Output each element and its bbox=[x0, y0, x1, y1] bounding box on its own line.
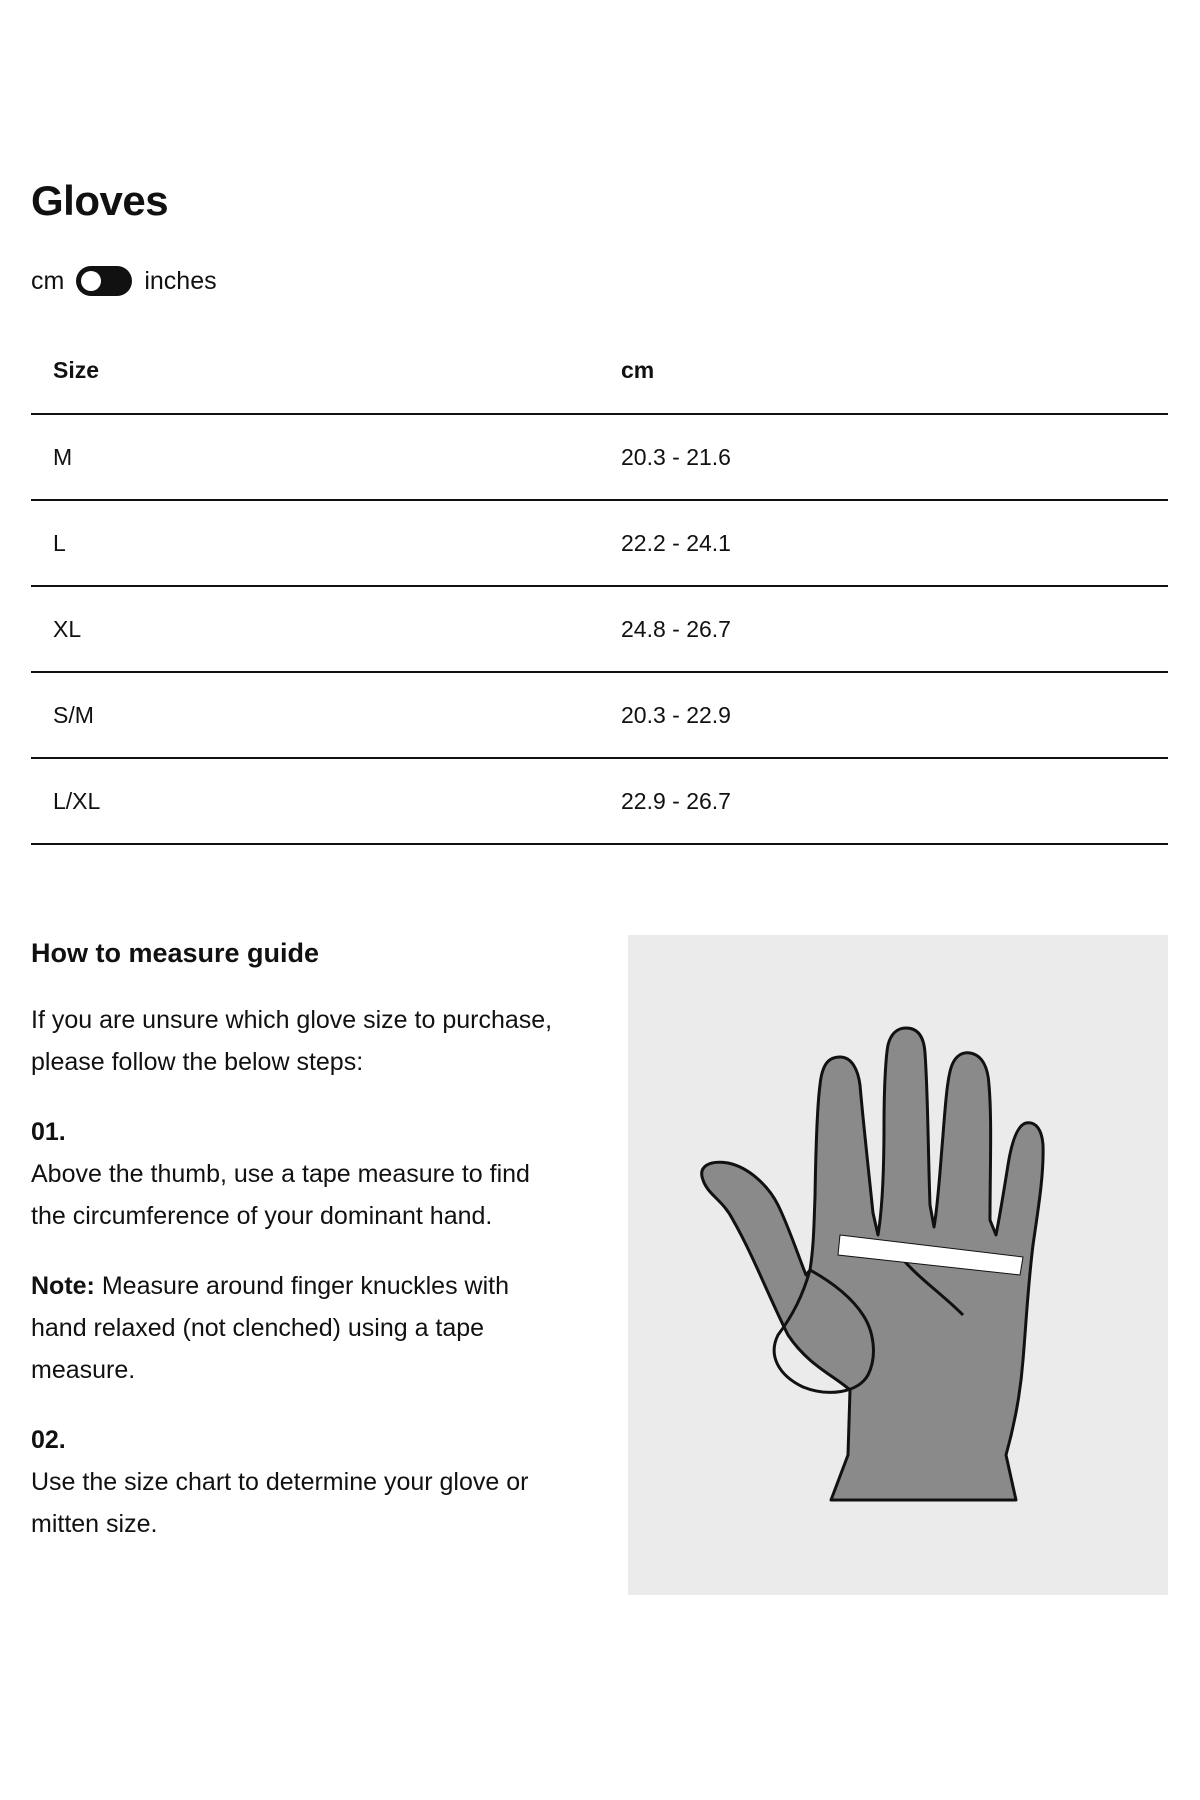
step-text: Above the thumb, use a tape measure to find the circumference of your dominant hand. bbox=[31, 1160, 530, 1230]
table-header-row bbox=[31, 328, 1168, 414]
hand-measure-icon bbox=[628, 935, 1168, 1595]
size-table bbox=[31, 328, 1168, 845]
column-header-size: Size bbox=[31, 328, 599, 414]
table-row bbox=[31, 414, 1168, 500]
guide-intro: If you are unsure which glove size to purchase, please follow the below steps: bbox=[31, 1006, 553, 1076]
size-cell: M bbox=[31, 414, 599, 500]
table-row bbox=[31, 500, 1168, 586]
unit-switch[interactable] bbox=[76, 266, 132, 296]
hand-illustration bbox=[628, 935, 1168, 1595]
column-header-cm: cm bbox=[599, 328, 1168, 414]
size-cell: L/XL bbox=[31, 758, 599, 844]
size-cell: L bbox=[31, 500, 599, 586]
guide-note bbox=[31, 1265, 571, 1391]
unit-label-inches[interactable]: inches bbox=[144, 266, 217, 295]
size-cell: XL bbox=[31, 586, 599, 672]
note-text: Measure around finger knuckles with hand relaxed (not clenched) using a tape measure. bbox=[31, 1272, 509, 1384]
unit-label-cm[interactable]: cm bbox=[31, 266, 65, 295]
table-row bbox=[31, 672, 1168, 758]
measurement-cell: 22.9 - 26.7 bbox=[599, 758, 1168, 844]
step-number: 02. bbox=[31, 1426, 66, 1454]
guide-step-2 bbox=[31, 1419, 571, 1545]
guide-step-1 bbox=[31, 1111, 571, 1237]
step-number: 01. bbox=[31, 1118, 66, 1146]
measurement-cell: 22.2 - 24.1 bbox=[599, 500, 1168, 586]
measure-guide bbox=[31, 933, 571, 1573]
switch-knob bbox=[81, 271, 101, 291]
measurement-cell: 20.3 - 21.6 bbox=[599, 414, 1168, 500]
page-title: Gloves bbox=[31, 177, 169, 224]
measurement-cell: 20.3 - 22.9 bbox=[599, 672, 1168, 758]
guide-heading: How to measure guide bbox=[31, 938, 320, 968]
table-row bbox=[31, 586, 1168, 672]
note-label: Note: bbox=[31, 1272, 95, 1300]
unit-toggle bbox=[31, 264, 217, 298]
size-cell: S/M bbox=[31, 672, 599, 758]
table-row bbox=[31, 758, 1168, 844]
step-text: Use the size chart to determine your glove or mitten size. bbox=[31, 1468, 529, 1538]
measurement-cell: 24.8 - 26.7 bbox=[599, 586, 1168, 672]
